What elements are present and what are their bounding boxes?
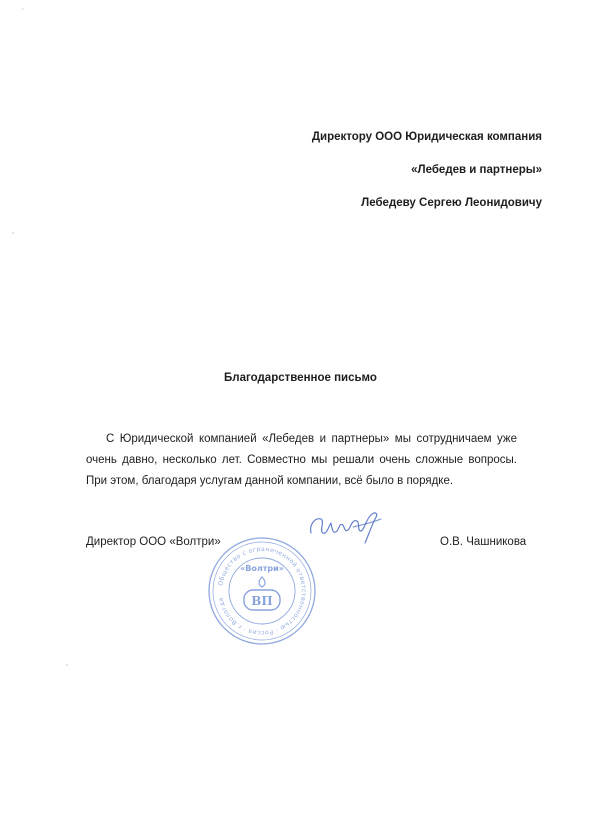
scan-speck — [12, 232, 14, 234]
scan-speck — [66, 664, 68, 666]
handwritten-signature — [305, 505, 385, 545]
scan-speck — [22, 8, 24, 10]
signatory-position: Директор ООО «Волтри» — [86, 536, 221, 548]
seal-logo-text: ВП — [251, 594, 273, 608]
svg-text:Общество с ограниченной ответс — [217, 546, 307, 636]
seal-outer-ring — [209, 538, 315, 644]
seal-center-text: «Волтри» — [240, 564, 284, 573]
seal-ring-text: Общество с ограниченной ответственностью · Россия · г.Вологда — [217, 545, 308, 637]
addressee-line-position: Директору ООО Юридическая компания — [311, 131, 542, 143]
addressee-line-name: Лебедеву Сергею Леонидовичу — [361, 197, 542, 209]
letter-body: С Юридической компанией «Лебедев и партнеры» мы сотрудничаем уже очень давно, несколько лет. Совместно мы решали очень сложные вопросы. При этом, благодаря услугам данной компании, всё было в порядке. — [86, 433, 517, 487]
seal-logo — [244, 577, 280, 610]
addressee-block — [312, 121, 542, 220]
seal-outer-ring-inner — [213, 542, 311, 640]
company-seal — [206, 535, 318, 647]
addressee-line-company: «Лебедев и партнеры» — [411, 164, 542, 176]
letter-title: Благодарственное письмо — [224, 372, 377, 384]
signatory-name: О.В. Чашникова — [440, 536, 527, 548]
